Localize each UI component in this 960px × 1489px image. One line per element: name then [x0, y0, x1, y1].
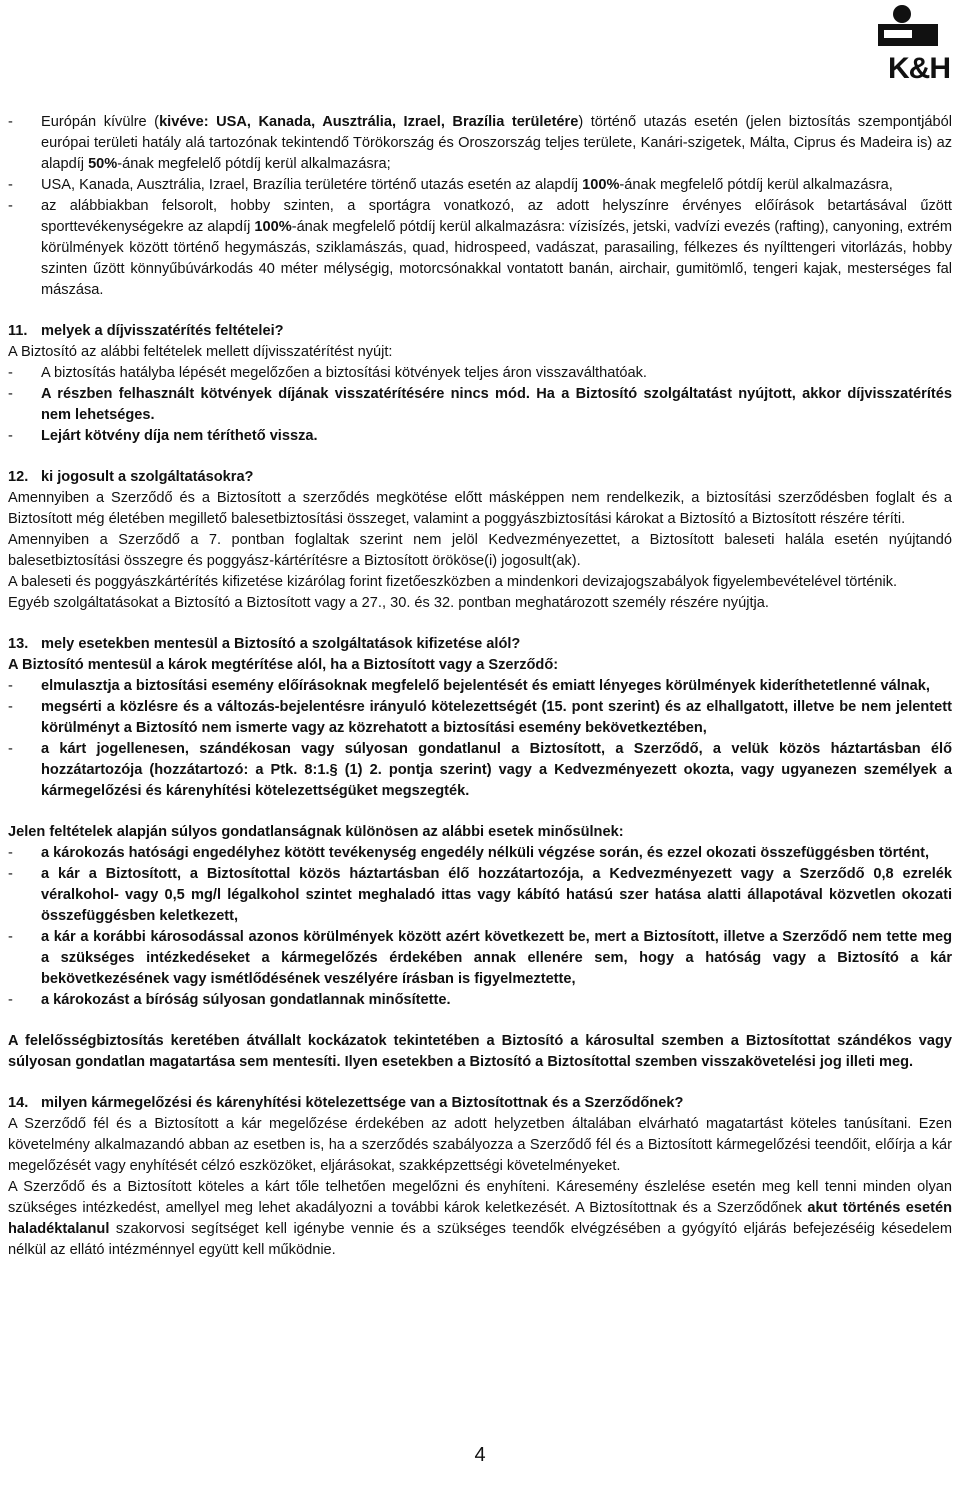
list-item-text: a károkozást a bíróság súlyosan gondatlannak minősítette. [41, 992, 451, 1008]
section-12-para: Amennyiben a Szerződő és a Biztosított a szerződés megkötése előtt másképpen nem rendelkezik, a biztosítási szerződésben foglalt és a Biztosított még életében megillető balesetbiztosítási összeget, valamint a poggyászbiztosítási károkat a Biztosító a Biztosított részére téríti. [8, 490, 952, 527]
list-item-text: USA, Kanada, Ausztrália, Izrael, Brazília területére történő utazás esetén az alapdíj 100%-ának megfelelő pótdíj kerül alkalmazásra, [41, 177, 893, 193]
bullet-dash: - [8, 699, 13, 715]
list-item [8, 384, 952, 426]
section-12-para: Egyéb szolgáltatásokat a Biztosító a Biztosított vagy a 27., 30. és 32. pontban meghatározott személy részére nyújtja. [8, 595, 769, 611]
list-item [8, 739, 952, 802]
bullet-dash: - [8, 365, 13, 381]
list-item-text: Európán kívülre (kivéve: USA, Kanada, Ausztrália, Izrael, Brazília területére) történő utazás esetén (jelen biztosítás szempontjából európai területi hatály alá tartozónak tekintendő Törökország és Oroszország teljes területe, Kanári-szigetek, Málta, Ciprus és Madeira is) az alapdíj 50%-ának megfelelő pótdíj kerül alkalmazásra; [41, 114, 952, 172]
list-item-text: a kár a korábbi károsodással azonos körülmények között azért következett be, mert a Biztosított, illetve a Szerződő nem tette meg a szükséges intézkedéseket a kármegelőzés érdekében annak ellenére sem, hogy a hatóság vagy a Biztosító a kár bekövetkezésének vagy ismétlődésének veszélyére írásban is figyelmeztette, [41, 929, 952, 987]
bullet-dash: - [8, 198, 13, 214]
list-item [8, 843, 952, 864]
bullet-dash: - [8, 114, 13, 130]
list-item [8, 175, 952, 196]
gross-negligence-intro: Jelen feltételek alapján súlyos gondatlanságnak különösen az alábbi esetek minősülnek: [8, 824, 624, 840]
list-item-text: megsérti a közlésre és a változás-bejelentésre irányuló kötelezettségét (15. pont szerint) és az elhallgatott, illetve be nem jelentett körülményt a Biztosító nem ismerte vagy az közrehatott a biztosítási esemény bekövetkeztében, [41, 699, 952, 736]
bullet-dash: - [8, 866, 13, 882]
list-item-text: A részben felhasznált kötvények díjának visszatérítésére nincs mód. Ha a Biztosító szolgáltatást nyújtott, akkor díjvisszatérítés nem lehetséges. [41, 386, 952, 423]
bullet-dash: - [8, 428, 13, 444]
list-item [8, 990, 952, 1011]
section-13-heading: 13. mely esetekben mentesül a Biztosító a szolgáltatások kifizetése alól? [8, 636, 521, 652]
list-item [8, 363, 952, 384]
section-14-heading: 14. milyen kármegelőzési és kárenyhítési kötelezettsége van a Biztosítottnak és a Szerződőnek? [8, 1095, 684, 1111]
logo-wordmark: K&H [888, 52, 950, 85]
intro-bullets [8, 112, 952, 301]
page-number: 4 [474, 1444, 486, 1466]
list-item [8, 676, 952, 697]
kh-logo-mark-icon [878, 2, 938, 52]
list-item-text: a kárt jogellenesen, szándékosan vagy súlyosan gondatlanul a Biztosított, a Szerződő, a velük közös háztartásban élő hozzátartozója (hozzátartozó: a Ptk. 8:1.§ (1) 2. pontja szerint) vagy a Kedvezményezett okozta, vagy ugyanezen személyek a kármegelőzési és kárenyhítési kötelezettségüket megszegték. [41, 741, 952, 799]
section-11-heading: 11. melyek a díjvisszatérítés feltételei? [8, 323, 284, 339]
bullet-dash: - [8, 929, 13, 945]
list-item [8, 864, 952, 927]
gross-negligence-bullets [8, 843, 952, 1011]
section-13-bullets [8, 676, 952, 802]
list-item [8, 426, 952, 447]
section-13-intro: A Biztosító mentesül a károk megtérítése alól, ha a Biztosított vagy a Szerződő: [8, 657, 559, 673]
kh-logo [846, 2, 950, 85]
list-item-text: elmulasztja a biztosítási esemény előírásoknak megfelelő bejelentését és emiatt lényeges körülmények kideríthetetlenné válnak, [41, 678, 930, 694]
bullet-dash: - [8, 386, 13, 402]
bullet-dash: - [8, 741, 13, 757]
list-item [8, 697, 952, 739]
bullet-dash: - [8, 992, 13, 1008]
list-item [8, 112, 952, 175]
section-11-bullets [8, 363, 952, 447]
bullet-dash: - [8, 845, 13, 861]
list-item-text: az alábbiakban felsorolt, hobby szinten, a sportágra vonatkozó, az adott helyszínre érvényes előírások betartásával űzött sporttevékenységekre az alapdíj 100%-ának megfelelő pótdíj kerül alkalmazásra: vízisízés, jetski, vadvízi evezés (rafting), canyoning, extrém körülmények között történő hegymászás, sziklamászás, quad, hidrospeed, vadászat, parasailing, félkezes és nyílttengeri vitorlázás, hobby szinten űzött könnyűbúvárkodás 40 méter mélységig, motorcsónakkal vontatott banán, airchair, gumitömlő, tengeri kajak, mesterséges fal mászása. [41, 198, 952, 298]
section-12-heading: 12. ki jogosult a szolgáltatásokra? [8, 469, 254, 485]
list-item [8, 927, 952, 990]
liability-para: A felelősségbiztosítás keretében átvállalt kockázatok tekintetében a Biztosító a károsultal szemben a Biztosítottat szándékos vagy súlyosan gondatlan magatartása sem mentesíti. Ilyen esetekben a Biztosító a Biztosítottal szemben visszakövetelési jog illeti meg. [8, 1033, 952, 1070]
list-item-text: Lejárt kötvény díja nem téríthető vissza. [41, 428, 318, 444]
section-14-para-2: A Szerződő és a Biztosított köteles a kárt tőle telhetően megelőzni és enyhíteni. Káresemény észlelése esetén meg kell tenni minden olyan szükséges intézkedést, amellyel meg lehet akadályozni a további károk keletkezését. A Biztosítottnak és a Szerződőnek akut történés esetén haladéktalanul szakorvosi segítséget kell igénybe vennie és a szükséges teendők elvégzésében a gyógyító eljárás befejezéséig késedelem nélkül az ellátó intézménnyel együtt kell működnie. [8, 1179, 953, 1258]
list-item-text: a károkozás hatósági engedélyhez kötött tevékenység engedély nélküli végzése során, és ezzel okozati összefüggésben történt, [41, 845, 930, 861]
list-item-text: a kár a Biztosított, a Biztosítottal közös háztartásban élő hozzátartozója, a Kedvezményezett vagy a Szerződő 0,8 ezrelék véralkohol- vagy 0,5 mg/l légalkohol szintet meghaladó ittas vagy kábító hatású szer hatása alatti állapotával közvetlen okozati összefüggésben keletkezett, [41, 866, 952, 924]
section-12-para: Amennyiben a Szerződő a 7. pontban foglaltak szerint nem jelöl Kedvezményezettet, a Biztosított baleseti halála esetén nyújtandó balesetbiztosítási összegre és poggyász-kártérítésre a Biztosított örököse(i) jogosult(ak). [8, 532, 952, 569]
section-11-intro: A Biztosító az alábbi feltételek mellett díjvisszatérítést nyújt: [8, 344, 393, 360]
section-14-para-1: A Szerződő fél és a Biztosított a kár megelőzése érdekében az adott helyzetben általában elvárható magatartást köteles tanúsítani. Ezen követelmény alkalmazandó abban az esetben is, ha a szerződés szabályozza a Szerződő fél és a Biztosított kármegelőzési teendőit, előírja a kár megelőzését vagy enyhítését célzó eszközöket, eljárásokat, szakképzettségi követelményeket. [8, 1116, 952, 1174]
bullet-dash: - [8, 177, 13, 193]
bullet-dash: - [8, 678, 13, 694]
list-item [8, 196, 952, 301]
list-item-text: A biztosítás hatályba lépését megelőzően a biztosítási kötvények teljes áron visszaválthatóak. [41, 365, 647, 381]
section-12-para: A baleseti és poggyászkártérítés kifizetése kizárólag forint fizetőeszközben a mindenkori devizajogszabályok figyelembevételével történik. [8, 574, 898, 590]
document-body [8, 112, 952, 1261]
